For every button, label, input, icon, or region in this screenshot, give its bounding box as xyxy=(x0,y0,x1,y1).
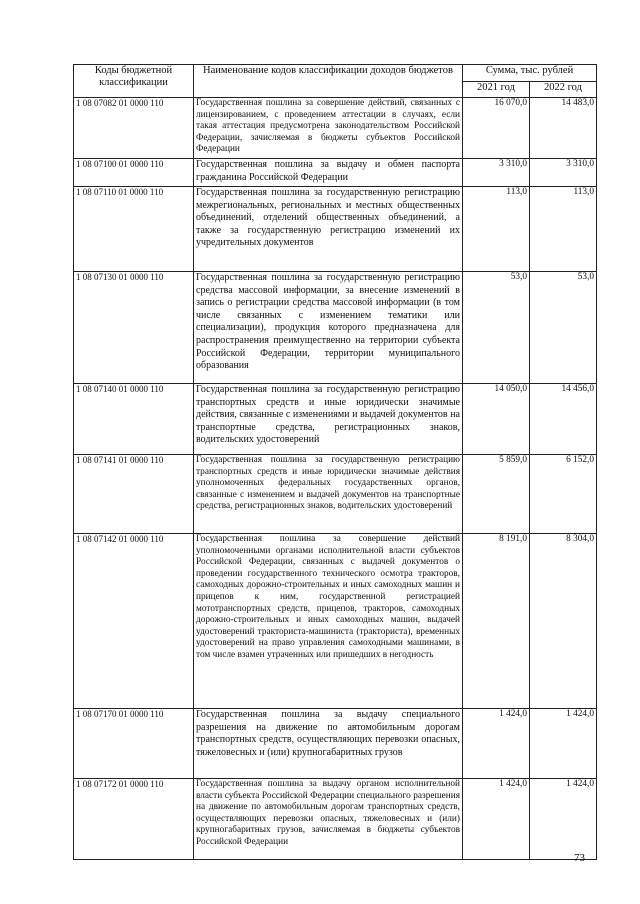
row-value-2022: 1 424,0 xyxy=(530,779,597,860)
row-value-2022: 6 152,0 xyxy=(530,455,597,534)
row-code: 1 08 07141 01 0000 110 xyxy=(74,455,194,534)
row-code: 1 08 07170 01 0000 110 xyxy=(74,709,194,779)
table-row xyxy=(74,159,597,187)
row-value-2021: 5 859,0 xyxy=(463,455,530,534)
table-row xyxy=(74,187,597,272)
row-value-2021: 8 191,0 xyxy=(463,534,530,709)
row-value-2021: 113,0 xyxy=(463,187,530,272)
row-name: Государственная пошлина за выдачу и обмен паспорта гражданина Российской Федерации xyxy=(194,159,463,187)
header-codes: Коды бюджетной классификации xyxy=(74,65,194,98)
row-value-2021: 1 424,0 xyxy=(463,779,530,860)
row-name: Государственная пошлина за государственную регистрацию транспортных средств и иные юридически значимые действия, связанные с изменениями и выдачей документов на транспортные средства, регистрационных знаков, водительских удостоверений xyxy=(194,384,463,455)
row-value-2022: 1 424,0 xyxy=(530,709,597,779)
row-value-2021: 16 070,0 xyxy=(463,98,530,159)
row-value-2022: 53,0 xyxy=(530,272,597,384)
row-name: Государственная пошлина за государственную регистрацию межрегиональных, региональных и местных общественных объединений, отделений общественных объединений, а также за государственную регистрацию изменений их учредительных документов xyxy=(194,187,463,272)
row-name: Государственная пошлина за государственную регистрацию транспортных средств и иные юридически значимые действия уполномоченных федеральных государственных органов, связанные с изменением и выдачей документов на транспортные средства, регистрационных знаков, водительских удостоверений xyxy=(194,455,463,534)
row-name: Государственная пошлина за государственную регистрацию средства массовой информации, за внесение изменений в запись о регистрации средства массовой информации (в том числе связанных с изменением тематики или специализации), продукция которого предназначена для распространения преимущественно на территории субъекта Российской Федерации, территории муниципального образования xyxy=(194,272,463,384)
row-value-2022: 14 483,0 xyxy=(530,98,597,159)
row-value-2021: 1 424,0 xyxy=(463,709,530,779)
row-value-2022: 113,0 xyxy=(530,187,597,272)
row-value-2021: 14 050,0 xyxy=(463,384,530,455)
row-code: 1 08 07172 01 0000 110 xyxy=(74,779,194,860)
row-value-2022: 14 456,0 xyxy=(530,384,597,455)
row-name: Государственная пошлина за выдачу органом исполнительной власти субъекта Российской Федерации специального разрешения на движение по автомобильным дорогам транспортных средств, осуществляющих перевозки опасных, тяжеловесных и (или) крупногабаритных грузов, зачисляемая в бюджеты субъектов Российской Федерации xyxy=(194,779,463,860)
row-code: 1 08 07142 01 0000 110 xyxy=(74,534,194,709)
row-code: 1 08 07110 01 0000 110 xyxy=(74,187,194,272)
row-value-2022: 3 310,0 xyxy=(530,159,597,187)
row-code: 1 08 07100 01 0000 110 xyxy=(74,159,194,187)
table-row xyxy=(74,384,597,455)
table-row xyxy=(74,455,597,534)
row-value-2022: 8 304,0 xyxy=(530,534,597,709)
table-row xyxy=(74,272,597,384)
table-row xyxy=(74,98,597,159)
row-name: Государственная пошлина за совершение действий, связанных с лицензированием, с проведением аттестации в случаях, если такая аттестация предусмотрена законодательством Российской Федерации, зачисляемая в бюджеты субъектов Российской Федерации xyxy=(194,98,463,159)
row-code: 1 08 07130 01 0000 110 xyxy=(74,272,194,384)
row-value-2021: 3 310,0 xyxy=(463,159,530,187)
header-year-2022: 2022 год xyxy=(530,82,597,98)
row-value-2021: 53,0 xyxy=(463,272,530,384)
header-sum: Сумма, тыс. рублей xyxy=(463,65,597,82)
row-code: 1 08 07082 01 0000 110 xyxy=(74,98,194,159)
table-row xyxy=(74,534,597,709)
row-name: Государственная пошлина за совершение действий уполномоченными органами исполнительной власти субъектов Российской Федерации, связанных с выдачей документов о проведении государственного технического осмотра тракторов, самоходных дорожно-строительных и иных самоходных машин и прицепов к ним, государственной регистрацией мототранспортных средств, прицепов, тракторов, самоходных дорожно-строительных и иных самоходных машин, выдачей удостоверений тракториста-машиниста (тракториста), временных удостоверений на право управления самоходными машинами, в том числе взамен утраченных или пришедших в негодность xyxy=(194,534,463,709)
row-code: 1 08 07140 01 0000 110 xyxy=(74,384,194,455)
header-year-2021: 2021 год xyxy=(463,82,530,98)
page-number: 73 xyxy=(574,852,585,864)
budget-revenue-table xyxy=(73,64,597,860)
table-row xyxy=(74,709,597,779)
row-name: Государственная пошлина за выдачу специального разрешения на движение по автомобильным дорогам транспортных средств, осуществляющих перевозки опасных, тяжеловесных и (или) крупногабаритных грузов xyxy=(194,709,463,779)
table-row xyxy=(74,779,597,860)
header-name: Наименование кодов классификации доходов бюджетов xyxy=(194,65,463,98)
